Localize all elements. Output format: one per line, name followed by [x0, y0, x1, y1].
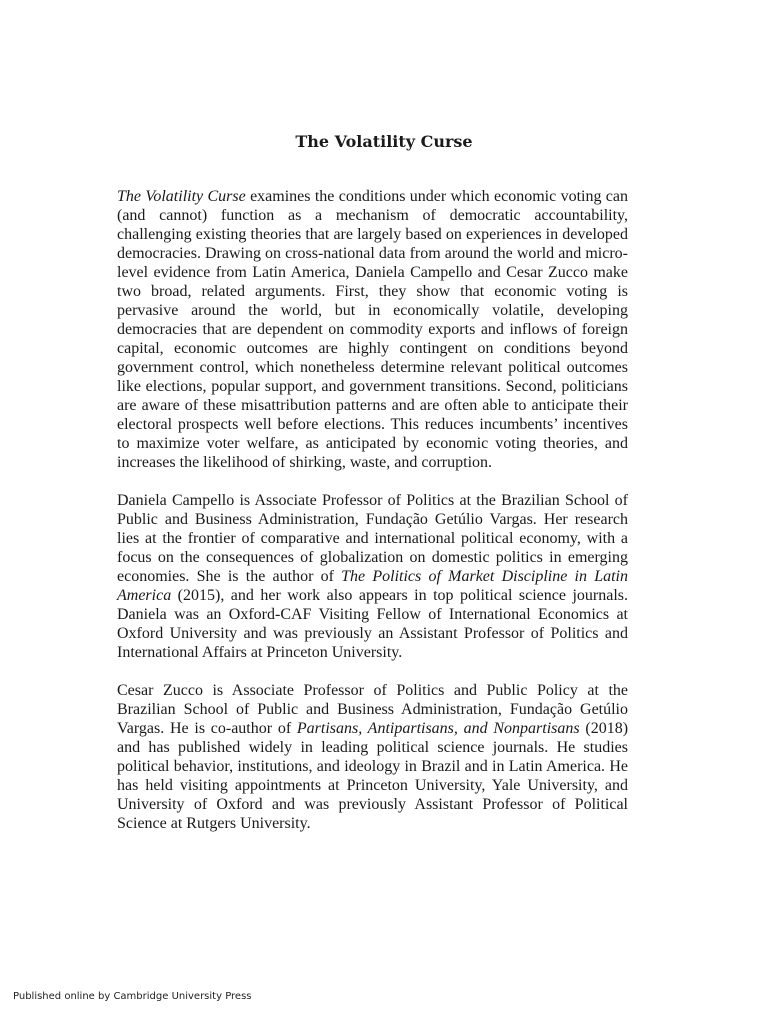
summary-book-title: The Volatility Curse [117, 188, 246, 205]
zucco-bio-text-after: (2018) and has published widely in leading political science journals. He studies political behavior, institutions, and ideology in Brazil and in Latin America. He has held visiting appointments at Princeton University, Yale University, and University of Oxford and was previously Assistant Professor of Political Science at Rutgers University. [117, 720, 629, 832]
publisher-footer: Published online by Cambridge University Press [13, 991, 252, 1002]
campello-bio-text-after: (2015), and her work also appears in top political science journals. Daniela was an Oxford-CAF Visiting Fellow of International Economics at Oxford University and was previously an Assistant Professor of Politics and International Affairs at Princeton University. [117, 587, 628, 661]
summary-paragraph [117, 187, 628, 472]
campello-book-title: The Politics of Market Discipline in Latin America [117, 568, 628, 604]
campello-bio-text-before: Daniela Campello is Associate Professor of Politics at the Brazilian School of Public and Business Administration, Fundação Getúlio Vargas. Her research lies at the frontier of comparative and international political economy, with a focus on the consequences of globalization on domestic politics in emerging economies. She is the author of [117, 492, 628, 585]
campello-bio-paragraph [117, 491, 628, 662]
document-body [117, 187, 628, 852]
zucco-bio-paragraph [117, 681, 628, 833]
zucco-book-title: Partisans, Antipartisans, and Nonpartisans [296, 720, 580, 737]
zucco-bio-text-before: Cesar Zucco is Associate Professor of Politics and Public Policy at the Brazilian School of Public and Business Administration, Fundação Getúlio Vargas. He is co-author of [117, 682, 628, 737]
page-title: The Volatility Curse [295, 132, 473, 151]
summary-text: examines the conditions under which economic voting can (and cannot) function as a mechanism of democratic accountability, challenging existing theories that are largely based on experiences in developed democracies. Drawing on cross-national data from around the world and micro-level evidence from Latin America, Daniela Campello and Cesar Zucco make two broad, related arguments. First, they show that economic voting is pervasive around the world, but in economically volatile, developing democracies that are dependent on commodity exports and inflows of foreign capital, economic outcomes are highly contingent on conditions beyond government control, which nonetheless determine relevant political outcomes like elections, popular support, and government transitions. Second, politicians are aware of these misattribution patterns and are often able to anticipate their electoral prospects well before elections. This reduces incumbents’ incentives to maximize voter welfare, as anticipated by economic voting theories, and increases the likelihood of shirking, waste, and corruption. [117, 188, 629, 471]
